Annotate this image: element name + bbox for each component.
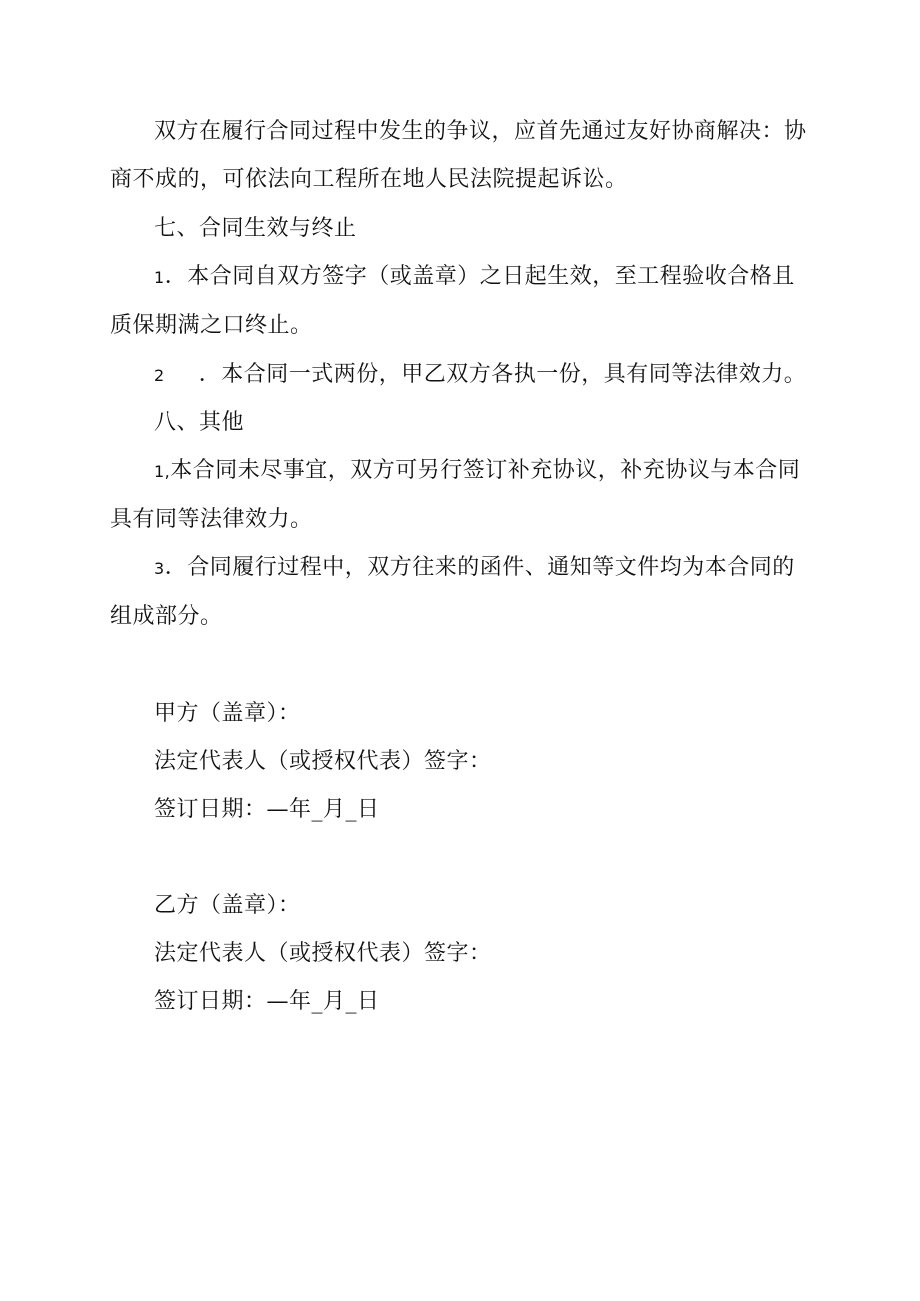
clause-8-3 [110, 544, 810, 641]
party-b-representative-label: 法定代表人（或授权代表）签字： [154, 941, 492, 966]
clause-8-1-text: 本合同未尽事宜，双方可另行签订补充协议，补充协议与本合同具有同等法律效力。 [110, 458, 801, 532]
party-a-representative-label: 法定代表人（或授权代表）签字： [154, 749, 492, 774]
clause-7-1 [110, 253, 810, 350]
clause-7-2-text: ．本合同一式两份，甲乙双方各执一份，具有同等法律效力。 [198, 362, 807, 387]
clause-8-3-text: ．合同履行过程中，双方往来的函件、通知等文件均为本合同的组成部分。 [110, 555, 795, 629]
clause-7-1-text: ．本合同自双方签字（或盖章）之日起生效，至工程验收合格且质保期满之口终止。 [110, 264, 795, 338]
clause-8-1-number: 1, [154, 462, 171, 481]
party-a-date-label: 签订日期：—年_月_日 [154, 797, 380, 822]
clause-8-1 [110, 447, 810, 544]
clause-7-2-number: 2 [154, 366, 165, 385]
clause-8-3-number: 3 [154, 559, 165, 578]
clause-7-1-number: 1 [154, 268, 165, 287]
dispute-resolution-paragraph: 双方在履行合同过程中发生的争议，应首先通过友好协商解决：协商不成的，可依法向工程所在地人民法院提起诉讼。 [110, 119, 807, 192]
section-8-heading: 八、其他 [154, 410, 245, 435]
party-a-seal-label: 甲方（盖章）： [154, 701, 301, 726]
party-b-seal-label: 乙方（盖章）： [154, 893, 301, 918]
clause-7-2 [154, 351, 806, 400]
section-7-heading: 七、合同生效与终止 [154, 216, 357, 241]
party-b-date-label: 签订日期：—年_月_日 [154, 989, 380, 1014]
